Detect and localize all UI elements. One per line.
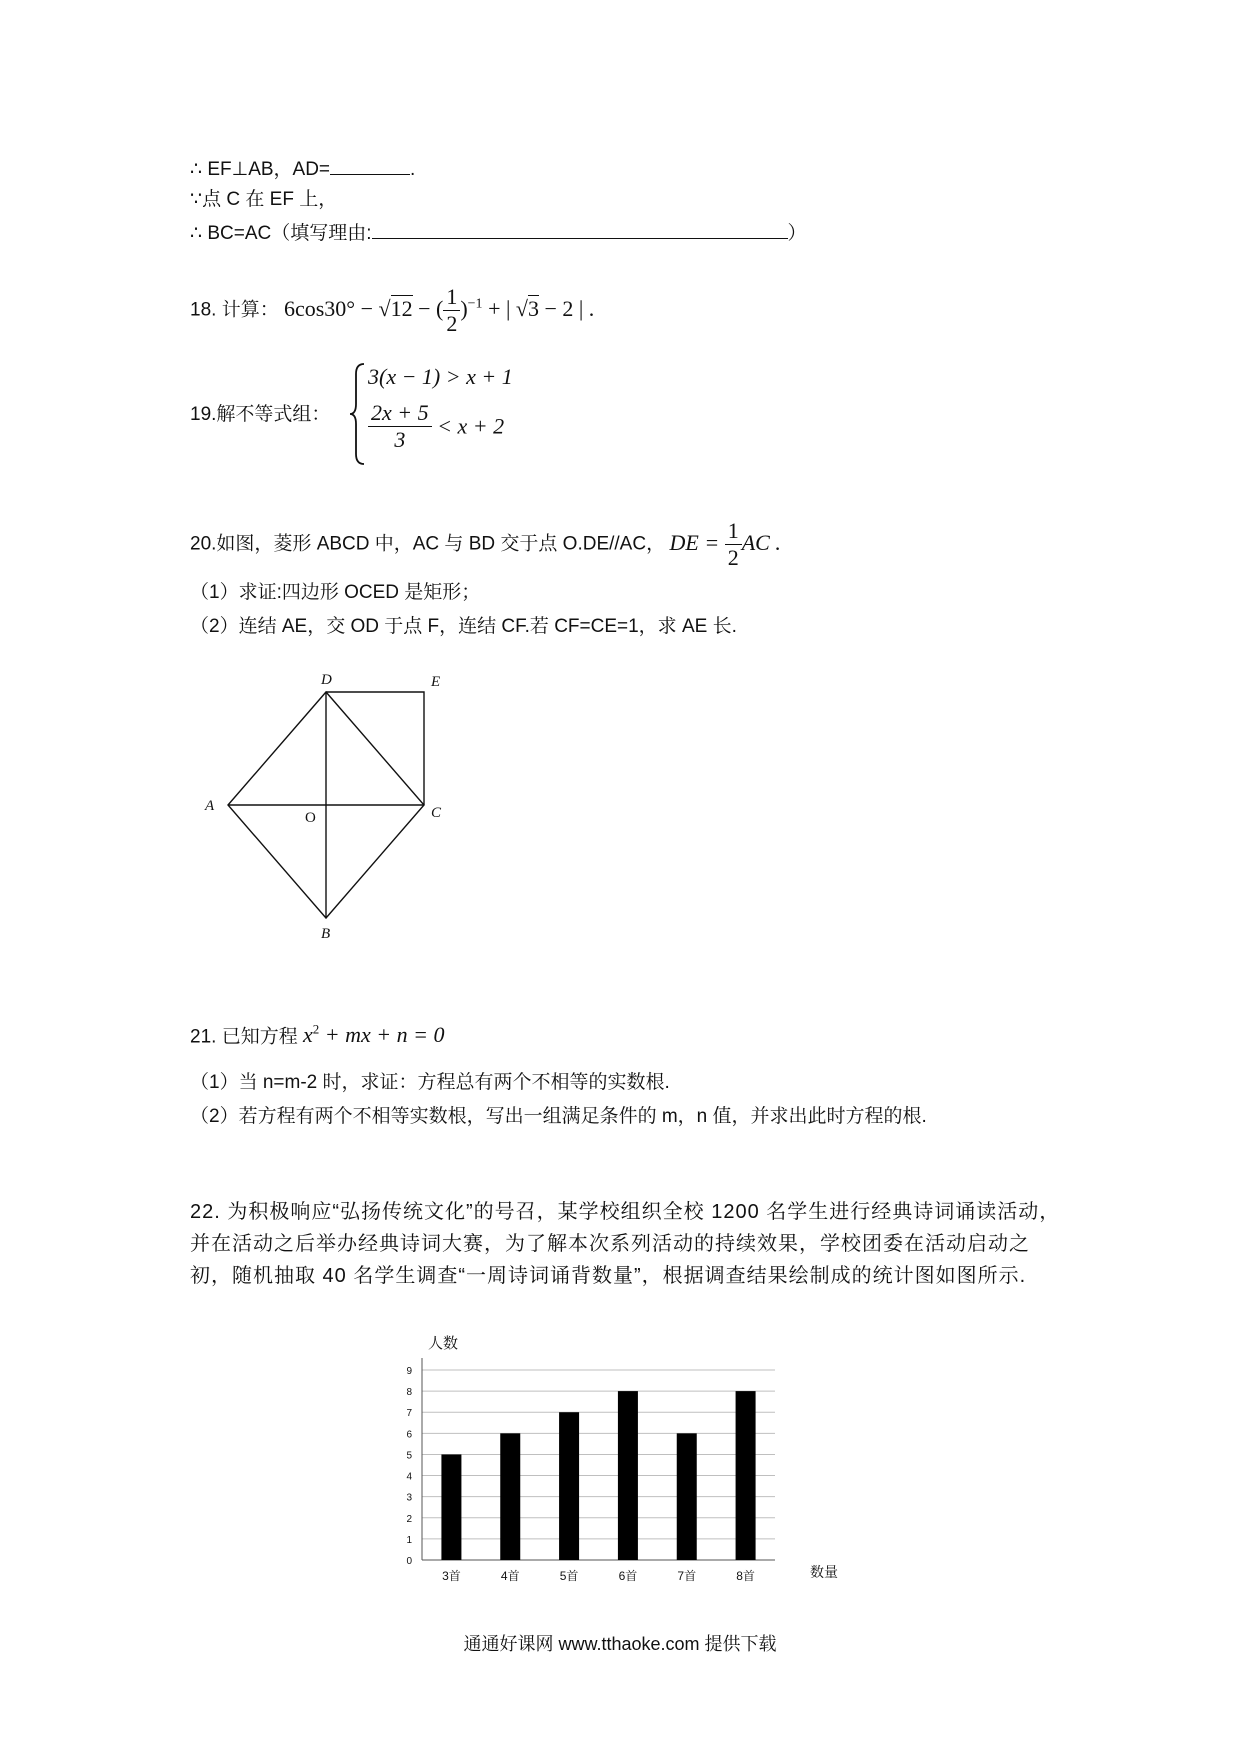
q20-part-1: （1）求证:四边形 OCED 是矩形； bbox=[190, 582, 481, 603]
q18-expression bbox=[283, 284, 595, 336]
proof-line-1 bbox=[190, 156, 415, 183]
label-b: B bbox=[321, 926, 331, 942]
q18-expr-b: − ( bbox=[412, 295, 444, 321]
answer-blank bbox=[330, 156, 410, 175]
q20-frac-den: 2 bbox=[727, 545, 739, 570]
y-tick-label: 7 bbox=[406, 1408, 412, 1420]
x-tick-label: 4首 bbox=[500, 1569, 520, 1583]
y-tick-label: 9 bbox=[406, 1366, 412, 1377]
q21-eq-x: x bbox=[302, 1022, 313, 1048]
label-d: D bbox=[321, 672, 332, 688]
q21-eq-sup: 2 bbox=[312, 1022, 320, 1037]
q18-sqrt-a: 12 bbox=[390, 295, 413, 321]
q21-eq-rest: + mx + n = 0 bbox=[319, 1022, 445, 1048]
proof-line-3-end: ） bbox=[787, 223, 807, 244]
q19-frac-num: 2x + 5 bbox=[368, 400, 432, 427]
q18-label: 18. 计算： bbox=[190, 299, 279, 321]
q19-label: 19.解不等式组： bbox=[190, 404, 331, 425]
q20-intro: 20.如图，菱形 ABCD 中，AC 与 BD 交于点 O.DE//AC， bbox=[190, 533, 666, 555]
chart-xlabel: 数量 bbox=[810, 1564, 838, 1580]
x-tick-label: 7首 bbox=[677, 1569, 697, 1583]
q18-frac-den: 2 bbox=[446, 311, 458, 336]
y-tick-label: 5 bbox=[406, 1450, 412, 1462]
bar-chart bbox=[390, 1330, 860, 1585]
proof-line-1-end: . bbox=[410, 159, 416, 180]
footer-text: 通通好课网 www.tthaoke.com 提供下载 bbox=[463, 1634, 777, 1654]
q18-frac-num: 1 bbox=[443, 284, 460, 311]
q19-frac-den: 3 bbox=[394, 427, 406, 452]
q19-inequality-1: 3(x − 1) > x + 1 bbox=[368, 364, 513, 389]
label-e: E bbox=[431, 674, 441, 690]
q18-sqrt-b: 3 bbox=[527, 295, 539, 321]
q18-expr-a: 6cos30° − bbox=[283, 295, 379, 321]
proof-line-3 bbox=[190, 220, 807, 247]
q21-part-2: （2）若方程有两个不相等实数根，写出一组满足条件的 m，n 值，并求出此时方程的根. bbox=[190, 1106, 927, 1127]
q18-fraction bbox=[443, 284, 460, 337]
q19-ineq2-rhs: < x + 2 bbox=[431, 413, 505, 439]
bar bbox=[677, 1433, 697, 1560]
q21-intro-line bbox=[190, 1022, 444, 1050]
q21-equation bbox=[303, 1022, 444, 1047]
bar bbox=[500, 1433, 520, 1560]
chart-ylabel: 人数 bbox=[428, 1335, 459, 1352]
q20-intro-line bbox=[190, 518, 781, 571]
y-tick-label: 4 bbox=[406, 1471, 412, 1483]
y-tick-label: 1 bbox=[406, 1534, 412, 1546]
proof-line-3-text: ∴ BC=AC（填写理由: bbox=[190, 223, 372, 244]
q20-de-expression bbox=[669, 518, 781, 570]
q19-inequality-2 bbox=[368, 400, 504, 453]
q18-expr-e: − 2 | . bbox=[538, 295, 595, 321]
q18-expr-c: ) bbox=[460, 295, 468, 321]
q21-intro: 21. 已知方程 bbox=[190, 1026, 303, 1048]
y-tick-label: 8 bbox=[406, 1387, 412, 1399]
proof-line-2: ∵点 C 在 EF 上， bbox=[190, 189, 338, 210]
rhombus-figure bbox=[195, 662, 455, 952]
q22-text: 22. 为积极响应“弘扬传统文化”的号召，某学校组织全校 1200 名学生进行经典诗词诵读活动，并在活动之后举办经典诗词大赛，为了解本次系列活动的持续效果，学校团委在活动启动之初，随机抽取 40 名学生调查“一周诗词诵背数量”，根据调查结果绘制成的统计图如图所示. bbox=[190, 1201, 1061, 1287]
reason-blank bbox=[372, 220, 788, 239]
bar bbox=[736, 1391, 756, 1560]
proof-line-1-text: ∴ EF⊥AB，AD= bbox=[190, 159, 331, 180]
q20-de-lhs: DE = bbox=[669, 529, 725, 555]
bar bbox=[441, 1454, 461, 1560]
x-tick-label: 3首 bbox=[442, 1569, 461, 1583]
label-c: C bbox=[431, 805, 442, 821]
q18-expr-d: + | bbox=[482, 295, 516, 321]
q21-part-1: （1）当 n=m-2 时，求证：方程总有两个不相等的实数根. bbox=[190, 1072, 670, 1093]
x-tick-label: 6首 bbox=[618, 1569, 638, 1583]
sqrt-symbol-icon: √ bbox=[515, 295, 528, 321]
q19-fraction bbox=[368, 400, 432, 453]
bar bbox=[618, 1391, 638, 1560]
sqrt-symbol-icon: √ bbox=[378, 295, 391, 321]
y-tick-label: 6 bbox=[406, 1429, 412, 1441]
label-a: A bbox=[205, 798, 215, 814]
brace-icon bbox=[348, 362, 366, 466]
q20-de-rhs: AC . bbox=[741, 529, 781, 555]
q20-part-2: （2）连结 AE，交 OD 于点 F，连结 CF.若 CF=CE=1，求 AE 长. bbox=[190, 616, 737, 637]
label-o: O bbox=[305, 810, 316, 826]
q20-fraction bbox=[725, 518, 742, 571]
y-tick-label: 0 bbox=[406, 1556, 412, 1567]
x-tick-label: 8首 bbox=[736, 1569, 755, 1583]
bar bbox=[559, 1412, 579, 1560]
y-tick-label: 2 bbox=[406, 1513, 412, 1525]
q18-exponent: −1 bbox=[467, 296, 483, 312]
x-tick-label: 5首 bbox=[559, 1569, 579, 1583]
q20-frac-num: 1 bbox=[725, 518, 742, 545]
y-tick-label: 3 bbox=[406, 1492, 412, 1504]
question-18 bbox=[190, 284, 594, 337]
